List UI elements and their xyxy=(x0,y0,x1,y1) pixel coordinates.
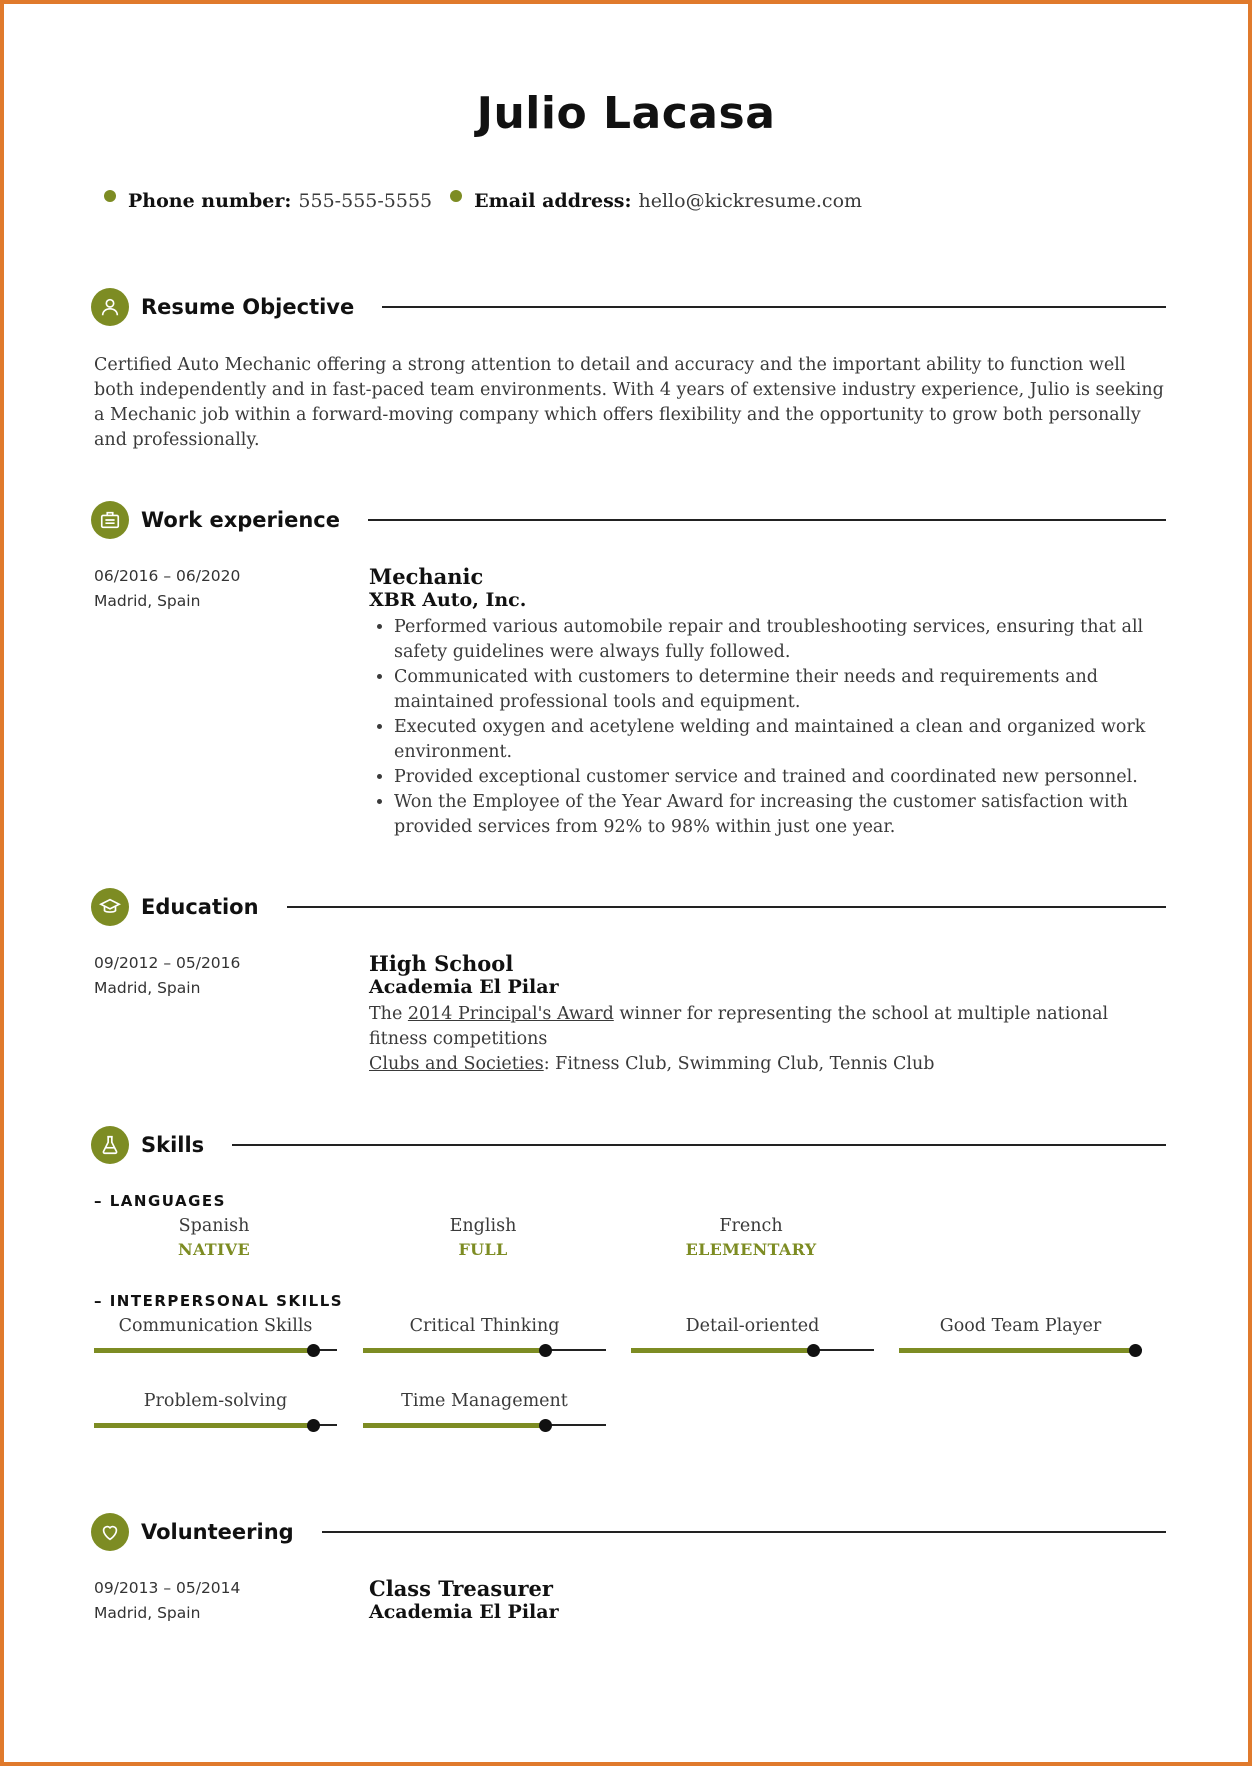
skill-item xyxy=(363,1391,606,1411)
education-school: Academia El Pilar xyxy=(369,976,559,998)
flask-icon xyxy=(91,1126,129,1164)
heart-icon xyxy=(91,1513,129,1551)
section-header-objective xyxy=(91,287,1166,327)
email-group xyxy=(450,190,862,212)
education-location: Madrid, Spain xyxy=(94,979,201,997)
languages-heading: – LANGUAGES xyxy=(94,1192,226,1210)
section-title: Skills xyxy=(141,1133,205,1157)
skill-item xyxy=(94,1316,337,1336)
skill-knob xyxy=(539,1419,552,1432)
list-item: • Provided exceptional customer service and trained and coordinated new personnel. xyxy=(394,765,1184,790)
phone-value: 555-555-5555 xyxy=(298,190,433,212)
language-item xyxy=(363,1216,603,1259)
clubs-list: : Fitness Club, Swimming Club, Tennis Club xyxy=(543,1054,935,1074)
email-label: Email address: xyxy=(474,190,632,212)
section-title: Resume Objective xyxy=(141,295,355,319)
education-degree: High School xyxy=(369,951,514,976)
graduation-cap-icon xyxy=(91,888,129,926)
section-divider xyxy=(368,519,1166,521)
contact-row xyxy=(104,190,880,212)
language-item xyxy=(94,1216,334,1259)
bullet-dot-icon xyxy=(450,190,462,202)
skill-item xyxy=(94,1391,337,1411)
skill-item xyxy=(631,1316,874,1336)
email-value[interactable]: hello@kickresume.com xyxy=(638,190,863,212)
volunteering-date: 09/2013 – 05/2014 xyxy=(94,1579,241,1597)
language-item xyxy=(631,1216,871,1259)
section-title: Education xyxy=(141,895,259,919)
interpersonal-heading: – INTERPERSONAL SKILLS xyxy=(94,1292,344,1310)
skill-knob xyxy=(307,1344,320,1357)
section-header-work xyxy=(91,500,1166,540)
skill-fill xyxy=(94,1348,313,1353)
skill-fill xyxy=(94,1423,313,1428)
objective-text: Certified Auto Mechanic offering a strong attention to detail and accuracy and the important ability to function well both independently and in fast-paced team environments. With 4 years of extensive industry experience, Julio is seeking a Mechanic job within a forward-moving company which offers flexibility and the opportunity to grow both personally and professionally. xyxy=(94,355,1164,450)
volunteering-location: Madrid, Spain xyxy=(94,1604,201,1622)
work-date: 06/2016 – 06/2020 xyxy=(94,567,241,585)
person-icon xyxy=(91,288,129,326)
section-divider xyxy=(382,306,1166,308)
skill-fill xyxy=(363,1423,545,1428)
phone-group xyxy=(104,190,432,212)
section-divider xyxy=(322,1531,1166,1533)
briefcase-icon xyxy=(91,501,129,539)
section-divider xyxy=(232,1144,1166,1146)
language-level: NATIVE xyxy=(178,1240,250,1259)
skill-fill xyxy=(631,1348,813,1353)
skill-name: Communication Skills xyxy=(118,1316,313,1336)
education-award-text xyxy=(369,1002,1159,1052)
section-title: Work experience xyxy=(141,508,340,532)
skill-item xyxy=(899,1316,1142,1336)
skill-name: Problem-solving xyxy=(143,1391,288,1411)
education-clubs-text xyxy=(369,1052,1159,1077)
education-date: 09/2012 – 05/2016 xyxy=(94,954,241,972)
phone-label: Phone number: xyxy=(128,190,292,212)
award-link[interactable]: 2014 Principal's Award xyxy=(407,1004,614,1024)
list-item: • Communicated with customers to determine their needs and requirements and maintained professional tools and equipment. xyxy=(394,665,1184,715)
bullet-dot-icon xyxy=(104,190,116,202)
award-prefix: The xyxy=(369,1004,408,1024)
work-bullets xyxy=(369,615,1184,840)
language-level: FULL xyxy=(458,1240,508,1259)
skill-name: Time Management xyxy=(401,1391,568,1411)
work-location: Madrid, Spain xyxy=(94,592,201,610)
award-suffix: winner for representing the school at multiple national fitness competitions xyxy=(369,1004,1109,1049)
list-item: • Performed various automobile repair and troubleshooting services, ensuring that all safety guidelines were always fully followed. xyxy=(394,615,1184,665)
language-name: Spanish xyxy=(178,1216,250,1236)
skill-fill xyxy=(899,1348,1135,1353)
skill-name: Good Team Player xyxy=(939,1316,1102,1336)
section-header-volunteering xyxy=(91,1512,1166,1552)
work-company: XBR Auto, Inc. xyxy=(369,589,527,611)
section-title: Volunteering xyxy=(141,1520,294,1544)
skill-knob xyxy=(539,1344,552,1357)
candidate-name: Julio Lacasa xyxy=(476,88,776,139)
work-role: Mechanic xyxy=(369,564,484,589)
skill-name: Critical Thinking xyxy=(409,1316,560,1336)
list-item: • Executed oxygen and acetylene welding and maintained a clean and organized work environment. xyxy=(394,715,1184,765)
language-level: ELEMENTARY xyxy=(685,1240,817,1259)
skill-fill xyxy=(363,1348,545,1353)
volunteering-org: Academia El Pilar xyxy=(369,1601,559,1623)
language-name: English xyxy=(449,1216,517,1236)
section-header-education xyxy=(91,887,1166,927)
language-name: French xyxy=(719,1216,783,1236)
section-divider xyxy=(287,906,1166,908)
skill-knob xyxy=(1129,1344,1142,1357)
section-header-skills xyxy=(91,1125,1166,1165)
clubs-link[interactable]: Clubs and Societies xyxy=(369,1054,544,1074)
skill-knob xyxy=(307,1419,320,1432)
list-item: • Won the Employee of the Year Award for increasing the customer satisfaction with provided services from 92% to 98% within just one year. xyxy=(394,790,1184,840)
skill-name: Detail-oriented xyxy=(685,1316,820,1336)
skill-item xyxy=(363,1316,606,1336)
volunteering-role: Class Treasurer xyxy=(369,1576,553,1601)
skill-knob xyxy=(807,1344,820,1357)
